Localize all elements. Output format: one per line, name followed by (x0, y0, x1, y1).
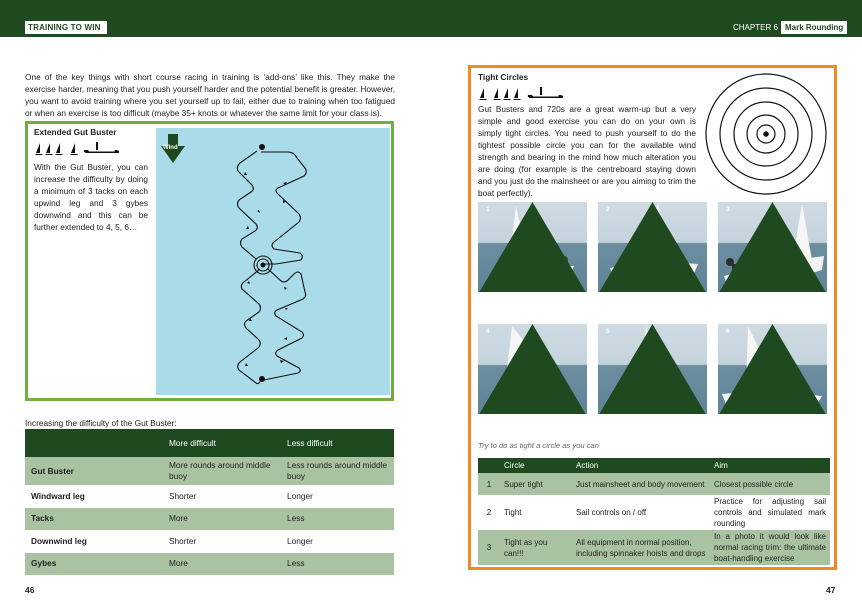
course-diagram (156, 128, 390, 395)
table-cell: Gut Buster (25, 457, 163, 485)
photo-number: 5 (606, 328, 610, 335)
table-header (478, 458, 500, 473)
table-header: Action (572, 458, 710, 473)
photo-4 (478, 324, 587, 414)
photo-number-badge (478, 202, 587, 292)
table-cell: More rounds around middle buoy (163, 457, 281, 485)
photo-number: 6 (726, 328, 730, 335)
table-cell: In a photo it would look like normal racing trim: the ultimate boat-handling exercise (710, 530, 830, 565)
photo-number-badge (718, 202, 827, 292)
table-cell: More (163, 553, 281, 576)
table-header: More difficult (163, 429, 281, 457)
table-caption: Increasing the difficulty of the Gut Buster: (25, 418, 177, 428)
table-cell: Longer (287, 535, 313, 546)
difficulty-table (25, 429, 394, 575)
rib-icon (528, 87, 563, 98)
photo-2 (598, 202, 707, 292)
photo-5 (598, 324, 707, 414)
photo-caption: Try to do as tight a circle as you can (478, 441, 599, 450)
table-cell: Gybes (25, 553, 163, 576)
table-cell: Longer (287, 490, 313, 501)
photo-number: 4 (486, 328, 490, 335)
table-row (25, 485, 394, 508)
table-cell: Closest possible circle (710, 473, 830, 495)
table-header-row (478, 458, 830, 473)
table-cell: Tacks (25, 508, 163, 531)
photo-number: 1 (486, 206, 490, 213)
gut-buster-title: Extended Gut Buster (34, 127, 117, 137)
header-bar (0, 0, 862, 37)
tight-circles-box (468, 65, 837, 570)
table-cell: Windward leg (31, 490, 85, 501)
gut-buster-text: With the Gut Buster, you can increase the difficulty by doing a minimum of 3 tacks on each upwind leg and 3 gybes downwind and this can be further extended to 4, 5, 6… (34, 162, 148, 232)
photo-number: 3 (726, 206, 730, 213)
intro-paragraph: One of the key things with short course racing in training is ‘add-ons’ like this. They make the exercise harder, meaning that you push yourself harder and the potential benefit is greater. However, you want to avoid training where you set yourself up to fail, either due to training when too fatigued or when an exercise is too difficult (maybe 35+ knots or whatever the same limit for your class is). (25, 72, 395, 118)
table-cell: Shorter (169, 535, 197, 546)
table-cell: 3 (478, 530, 500, 565)
table-cell: Just mainsheet and body movement (572, 473, 710, 495)
table-cell: Less (281, 508, 394, 531)
photo-1 (478, 202, 587, 292)
gut-buster-box (25, 121, 394, 401)
table-cell: Less (281, 553, 394, 576)
tight-circles-text: Gut Busters and 720s are a great warm-up but a very simple and good exercise you can do on your own is simply tight circles. You need to push yourself to do the tightest possible circle you can for the available wind strength and bearing in the mind how much alteration you are doing (for example is the centreboard staying down and you just do the mainsheet or are you aiming to trim the boat perfectly). (478, 104, 696, 198)
circle-table (478, 458, 830, 565)
photo-number: 2 (606, 206, 610, 213)
rib-icon (84, 142, 119, 153)
table-cell: Super tight (500, 473, 572, 495)
table-cell: Sail controls on / off (576, 508, 647, 517)
table-cell: Tight (504, 508, 522, 517)
table-cell: 2 (486, 508, 492, 517)
photo-3 (718, 202, 827, 292)
table-row (478, 530, 830, 565)
table-cell: Practice for adjusting sail controls and simulated mark rounding (714, 497, 826, 528)
table-row (25, 457, 394, 485)
table-row (25, 553, 394, 576)
table-header-row (25, 429, 394, 457)
table-cell: Downwind leg (31, 535, 87, 546)
page-number-right: 47 (826, 585, 836, 595)
table-cell: 1 (478, 473, 500, 495)
sailboat-icon (70, 143, 78, 155)
table-cell: More (163, 508, 281, 531)
table-row (478, 495, 830, 530)
tight-circles-title: Tight Circles (478, 72, 529, 82)
table-row (25, 508, 394, 531)
sailboat-icon (493, 88, 521, 100)
photo-number-badge (718, 324, 827, 414)
table-cell: Tight as you can!!! (500, 530, 572, 565)
table-header: Less difficult (281, 429, 394, 457)
target-circles-diagram (699, 70, 833, 196)
table-row (478, 473, 830, 495)
table-cell: Shorter (169, 490, 197, 501)
difficulty-icons (478, 85, 568, 101)
table-header: Circle (500, 458, 572, 473)
table-cell: Less rounds around middle buoy (281, 457, 394, 485)
photo-6 (718, 324, 827, 414)
page-number-left: 46 (25, 585, 35, 595)
table-cell: All equipment in normal position, including spinnaker hoists and drops (572, 530, 710, 565)
sailboat-icon (479, 88, 487, 100)
photo-number-badge (478, 324, 587, 414)
table-header: Aim (710, 458, 830, 473)
section-label: Mark Rounding (781, 21, 847, 34)
course-path (156, 128, 390, 395)
wind-label: Wind (163, 145, 178, 151)
photo-number-badge (598, 324, 707, 414)
sailboat-icon (35, 143, 63, 155)
table-row (25, 530, 394, 553)
table-header (25, 429, 163, 457)
difficulty-icons (34, 140, 124, 156)
running-head-left: TRAINING TO WIN (25, 21, 107, 34)
chapter-label: CHAPTER 6 (733, 23, 778, 32)
photo-number-badge (598, 202, 707, 292)
